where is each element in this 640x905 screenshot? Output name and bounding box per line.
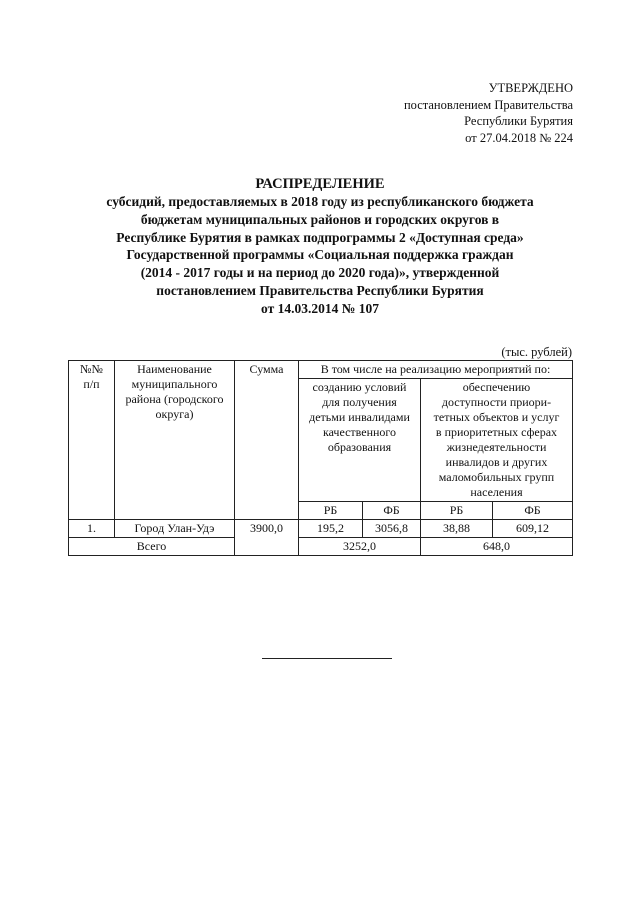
heading-line-2: бюджетам муниципальных районов и городских округов в (140, 211, 500, 227)
header-rb-2: РБ (421, 502, 493, 520)
units-note: (тыс. рублей) (501, 345, 572, 359)
header-municipality: Наименование муниципального района (городского округа) (115, 361, 235, 520)
header-sum: Сумма (235, 361, 299, 520)
total-accessibility: 648,0 (421, 538, 573, 556)
heading-line-6: постановлением Правительства Республики Бурятия (156, 282, 484, 298)
approval-title: УТВЕРЖДЕНО (488, 81, 573, 95)
row-fb-1: 3056,8 (363, 520, 421, 538)
end-divider (262, 658, 392, 659)
heading-line-7: от 14.03.2014 № 107 (261, 300, 379, 316)
heading-line-1: субсидий, предоставляемых в 2018 году из республиканского бюджета (106, 194, 534, 209)
row-sum: 3900,0 (235, 520, 299, 556)
header-fb-2: ФБ (493, 502, 573, 520)
heading-line-3: Республике Бурятия в рамках подпрограммы 2 «Доступная среда» (116, 229, 524, 245)
total-row (69, 538, 573, 556)
heading-line-4: Государственной программы «Социальная поддержка граждан (126, 247, 514, 263)
distribution-table (68, 360, 573, 556)
header-including: В том числе на реализацию мероприятий по: (299, 361, 573, 379)
header-education-group: созданию условий для получения детьми инвалидами качественного образования (299, 379, 421, 502)
total-education: 3252,0 (299, 538, 421, 556)
table-row (69, 520, 573, 538)
approval-stamp (404, 80, 573, 146)
approval-line-2: Республики Бурятия (464, 114, 573, 128)
header-fb-1: ФБ (363, 502, 421, 520)
row-fb-2: 609,12 (493, 520, 573, 538)
row-rb-2: 38,88 (421, 520, 493, 538)
heading-line-5: (2014 - 2017 годы и на период до 2020 года)», утвержденной (140, 265, 500, 281)
approval-line-3: от 27.04.2018 № 224 (465, 130, 573, 145)
header-rb-1: РБ (299, 502, 363, 520)
row-number: 1. (69, 520, 115, 538)
header-accessibility-group: обеспечению доступности приори- тетных объектов и услуг в приоритетных сферах жизнедеятельности инвалидов и других маломобильных групп населения (421, 379, 573, 502)
row-rb-1: 195,2 (299, 520, 363, 538)
document-title: РАСПРЕДЕЛЕНИЕ (255, 176, 385, 192)
header-row-1 (69, 361, 573, 379)
document-heading (70, 175, 570, 318)
row-municipality: Город Улан-Удэ (115, 520, 235, 538)
total-label: Всего (69, 538, 235, 556)
header-number: №№ п/п (69, 361, 115, 520)
approval-line-1: постановлением Правительства (403, 97, 573, 112)
